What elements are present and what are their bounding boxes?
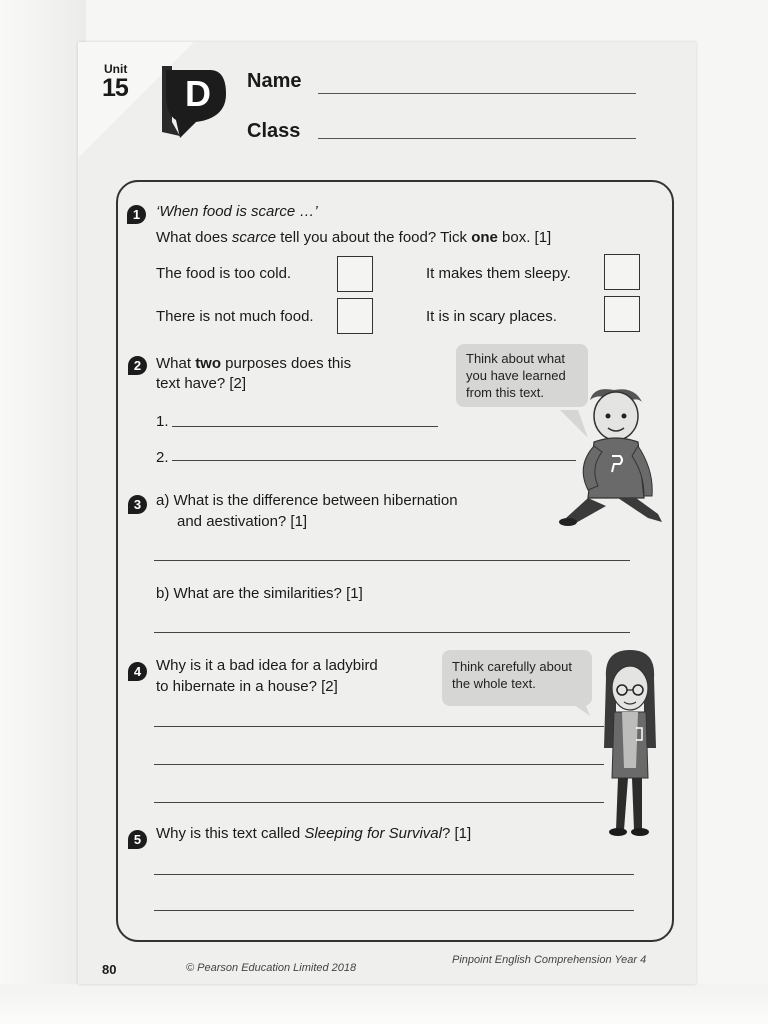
girl-character-illustration-icon	[596, 648, 664, 843]
name-label: Name	[247, 70, 302, 92]
answer-line[interactable]	[154, 910, 634, 911]
answer-line[interactable]	[154, 764, 604, 765]
name-field[interactable]	[318, 93, 636, 94]
question-3-part-a-line-1: a) What is the difference between hibernation	[156, 492, 458, 509]
copyright-notice: © Pearson Education Limited 2018	[186, 962, 357, 974]
answer-line[interactable]	[154, 560, 630, 561]
svg-text:D: D	[185, 73, 211, 114]
class-field[interactable]	[318, 138, 636, 139]
question-4-prompt-line-1: Why is it a bad idea for a ladybird	[156, 657, 378, 674]
class-label: Class	[247, 120, 301, 142]
question-2-answer-label: 1.	[156, 413, 169, 430]
question-1-option-label: The food is too cold.	[156, 265, 292, 282]
unit-d-logo-icon	[152, 60, 230, 145]
question-3-part-b: b) What are the similarities? [1]	[156, 585, 363, 602]
question-1-option-label: It is in scary places.	[426, 308, 557, 325]
question-1-quote: ‘When food is scarce …’	[156, 203, 318, 220]
book-title: Pinpoint English Comprehension Year 4	[452, 954, 647, 966]
boy-character-illustration-icon	[558, 386, 668, 533]
unit-number: 15	[102, 74, 128, 102]
answer-line[interactable]	[154, 874, 634, 875]
answer-line[interactable]	[172, 460, 576, 461]
question-1-badge: 1	[127, 205, 146, 224]
question-3-badge: 3	[128, 495, 147, 514]
question-1-tick-box[interactable]	[337, 256, 373, 292]
question-2-answer-label: 2.	[156, 449, 169, 466]
tip-bubble-tail-icon	[562, 696, 592, 723]
answer-line[interactable]	[154, 726, 604, 727]
question-2-prompt-line-1: What two purposes does this	[156, 355, 352, 372]
question-1-tick-box[interactable]	[337, 298, 373, 334]
question-1-option-label: There is not much food.	[156, 308, 314, 325]
question-5-badge: 5	[128, 830, 147, 849]
question-1-tick-box[interactable]	[604, 254, 640, 290]
unit-label: Unit	[104, 62, 128, 76]
question-4-prompt-line-2: to hibernate in a house? [2]	[156, 678, 338, 695]
question-1-option-label: It makes them sleepy.	[426, 265, 571, 282]
question-5-prompt: Why is this text called Sleeping for Survival? [1]	[156, 825, 472, 842]
answer-line[interactable]	[172, 426, 438, 427]
tip-bubble-2: Think carefully about the whole text.	[442, 650, 592, 706]
answer-line[interactable]	[154, 802, 604, 803]
answer-line[interactable]	[154, 632, 630, 633]
question-1-tick-box[interactable]	[604, 296, 640, 332]
question-3-part-a-line-2: and aestivation? [1]	[177, 513, 308, 530]
tip-bubble-1: Think about what you have learned from this text.	[456, 344, 588, 407]
page-number: 80	[102, 962, 117, 977]
question-2-prompt-line-2: text have? [2]	[156, 375, 247, 392]
question-4-badge: 4	[128, 662, 147, 681]
question-1-prompt: What does scarce tell you about the food? Tick one box. [1]	[156, 229, 552, 246]
question-2-badge: 2	[128, 356, 147, 375]
